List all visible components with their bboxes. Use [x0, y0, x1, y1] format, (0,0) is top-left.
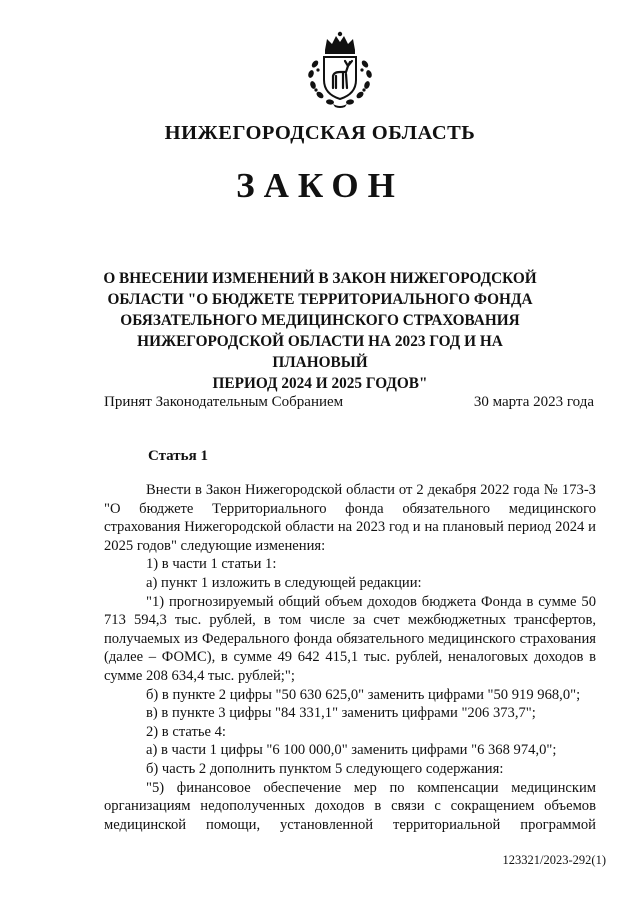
article-heading: Статья 1	[148, 448, 208, 464]
coat-of-arms-icon	[297, 28, 383, 110]
document-number: 123321/2023-292(1)	[502, 853, 606, 867]
adoption-date: 30 марта 2023 года	[473, 394, 594, 410]
paragraph: Внести в Закон Нижегородской области от 2 декабря 2022 года № 173-З "О бюджете Территориального фонда обязательного медицинского страхования Нижегородской области на 2023 год и на плановый период 2024 и 2025 годов" следующие изменения:	[104, 482, 596, 554]
adopted-by: Принят Законодательным Собранием	[104, 394, 344, 410]
paragraph: а) пункт 1 изложить в следующей редакции:	[146, 574, 422, 591]
law-title-line: НИЖЕГОРОДСКОЙ ОБЛАСТИ НА 2023 ГОД И НА ПЛАНОВЫЙ	[137, 333, 503, 371]
paragraph: 1) в части 1 статьи 1:	[146, 556, 277, 573]
paragraph: б) часть 2 дополнить пунктом 5 следующего содержания:	[146, 760, 504, 777]
law-title-line: ПЕРИОД 2024 И 2025 ГОДОВ"	[212, 375, 428, 392]
paragraph: "1) прогнозируемый общий объем доходов бюджета Фонда в сумме 50 713 594,3 тыс. рублей, в том числе за счет межбюджетных трансфертов, получаемых из Федерального фонда обязательного медицинского страхования (далее – ФОМС), в сумме 49 642 415,1 тыс. рублей, неналоговых доходов в сумме 208 634,4 тыс. рублей;";	[104, 593, 596, 684]
law-title-line: ОБЯЗАТЕЛЬНОГО МЕДИЦИНСКОГО СТРАХОВАНИЯ	[120, 312, 520, 329]
article-body	[104, 481, 596, 833]
paragraph: в) в пункте 3 цифры "84 331,1" заменить цифрами "206 373,7";	[146, 705, 536, 722]
region-name: НИЖЕГОРОДСКАЯ ОБЛАСТЬ	[164, 122, 476, 144]
paragraph: б) в пункте 2 цифры "50 630 625,0" заменить цифрами "50 919 968,0";	[146, 686, 581, 703]
document-type: ЗАКОН	[236, 166, 404, 205]
paragraph: "5) финансовое обеспечение мер по компенсации медицинским организациям недополученных доходов в связи с сокращением объемов медицинской помощи, установленной территориальной программой	[104, 779, 596, 833]
crown-icon	[325, 32, 355, 54]
paragraph: а) в части 1 цифры "6 100 000,0" заменить цифрами "6 368 974,0";	[146, 742, 557, 759]
paragraph: 2) в статье 4:	[146, 723, 226, 740]
law-title-line: ОБЛАСТИ "О БЮДЖЕТЕ ТЕРРИТОРИАЛЬНОГО ФОНДА	[107, 291, 533, 308]
law-title	[90, 268, 550, 394]
law-title-line: О ВНЕСЕНИИ ИЗМЕНЕНИЙ В ЗАКОН НИЖЕГОРОДСКОЙ	[103, 270, 537, 287]
